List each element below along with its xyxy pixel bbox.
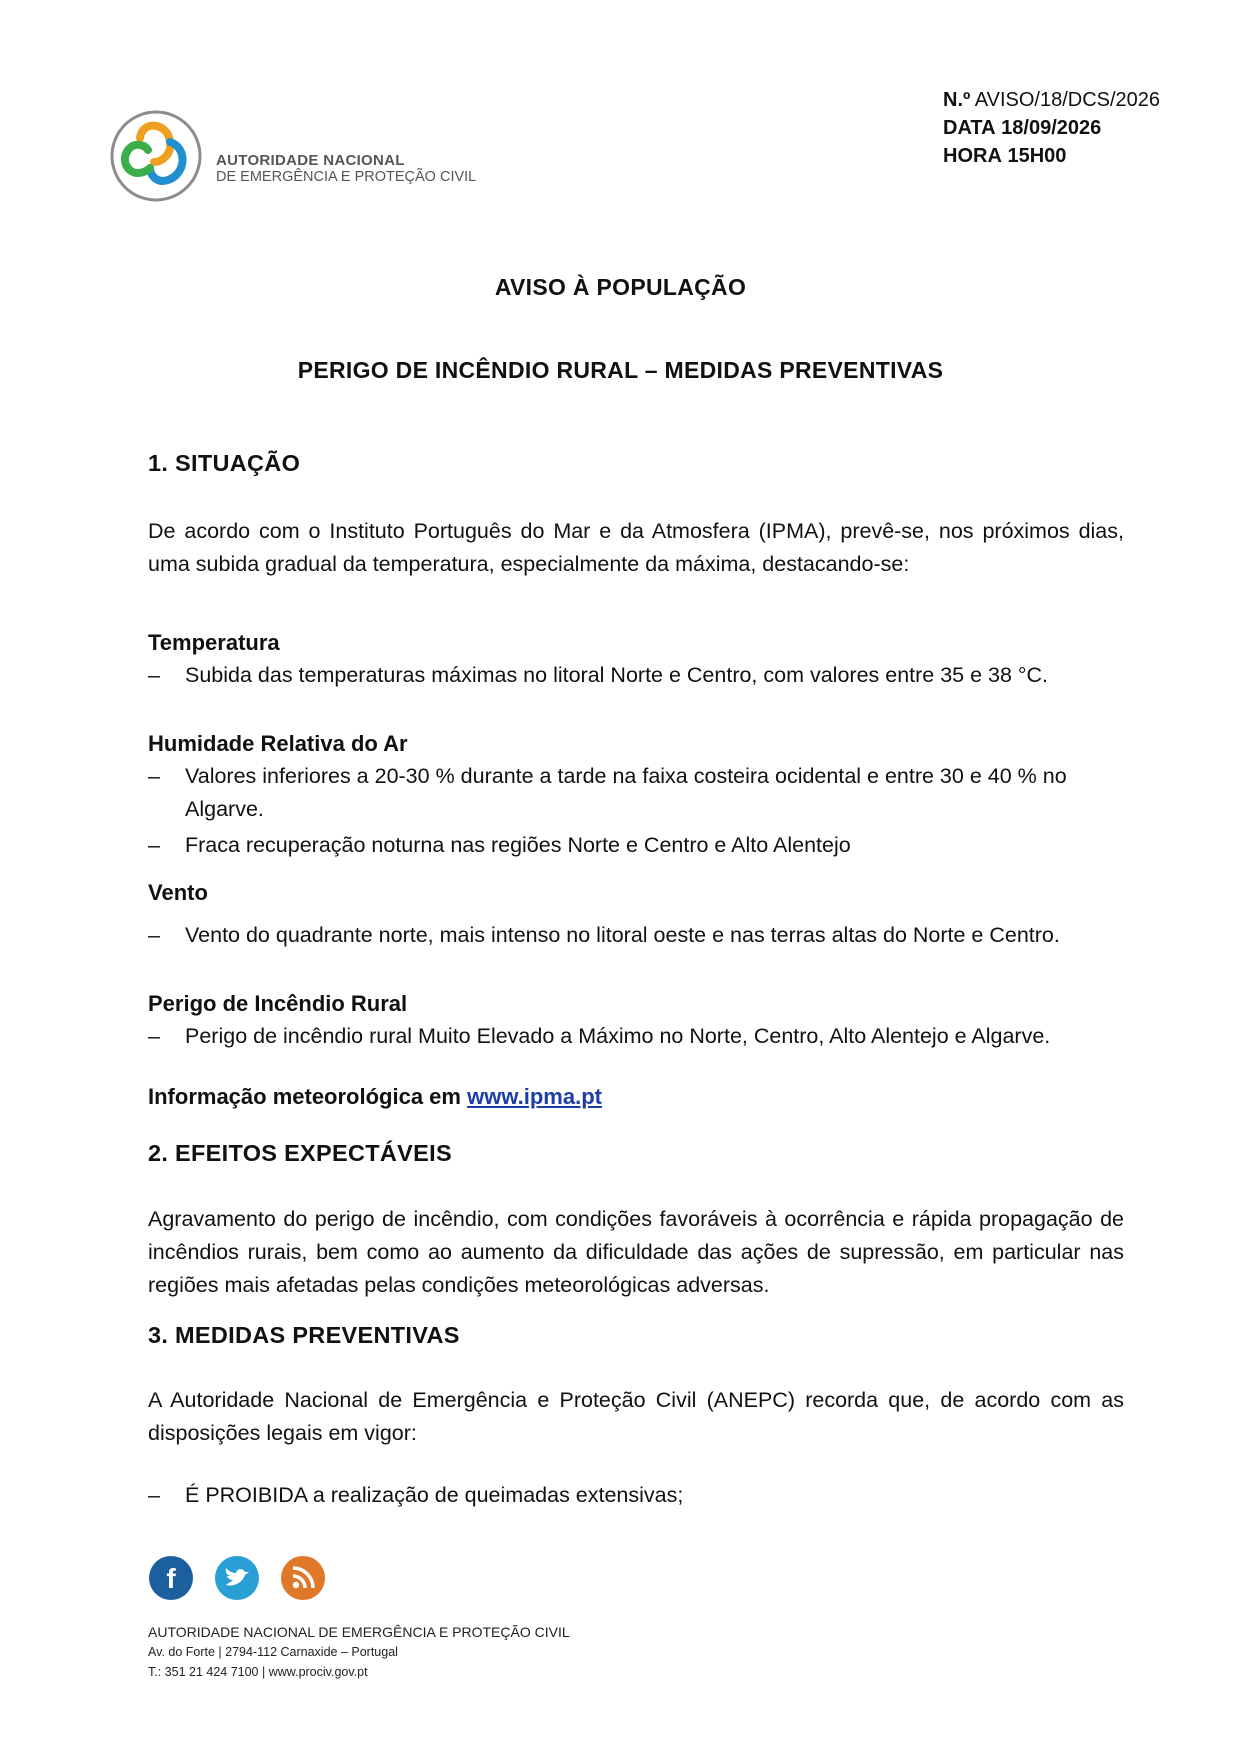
document-title: AVISO À POPULAÇÃO: [494, 274, 747, 300]
document-subtitle: PERIGO DE INCÊNDIO RURAL – MEDIDAS PREVENTIVAS: [297, 357, 944, 383]
humidity-item-2: – Fraca recuperação noturna nas regiões Norte e Centro e Alto Alentejo: [148, 833, 851, 857]
page-footer: [148, 1622, 570, 1682]
org-name-line1: AUTORIDADE NACIONAL: [216, 152, 405, 169]
organization-name: [216, 152, 476, 186]
notice-reference: [943, 86, 1160, 170]
twitter-icon[interactable]: [214, 1555, 260, 1601]
rss-icon[interactable]: [280, 1555, 326, 1601]
footer-contacts: T.: 351 21 424 7100 | www.prociv.gov.pt: [148, 1665, 368, 1679]
facebook-icon[interactable]: [148, 1555, 194, 1601]
anepc-logo-icon: [110, 110, 202, 202]
ipma-link[interactable]: www.ipma.pt: [467, 1084, 602, 1109]
notice-time: HORA 15H00: [943, 145, 1067, 167]
org-name-line2: DE EMERGÊNCIA E PROTEÇÃO CIVIL: [216, 169, 477, 185]
section-2-heading: 2. EFEITOS EXPECTÁVEIS: [148, 1140, 452, 1166]
section-1-intro: De acordo com o Instituto Português do Mar e da Atmosfera (IPMA), prevê-se, nos próximos dias, uma subida gradual da temperatura, especialmente da máxima, destacando-se:: [148, 519, 1124, 576]
svg-text:f: f: [166, 1563, 176, 1594]
fire-danger-heading: Perigo de Incêndio Rural: [148, 991, 408, 1016]
notice-number: N.º AVISO/18/DCS/2026: [943, 89, 1161, 111]
meteo-info: Informação meteorológica em www.ipma.pt: [148, 1084, 602, 1109]
footer-address: Av. do Forte | 2794-112 Carnaxide – Portugal: [148, 1645, 398, 1659]
humidity-heading: Humidade Relativa do Ar: [148, 731, 408, 756]
fire-danger-item: – Perigo de incêndio rural Muito Elevado a Máximo no Norte, Centro, Alto Alentejo e Algarve.: [148, 1024, 1051, 1048]
temperature-item: – Subida das temperaturas máximas no litoral Norte e Centro, com valores entre 35 e 38 °C.: [148, 663, 1049, 687]
section-2-text: Agravamento do perigo de incêndio, com condições favoráveis à ocorrência e rápida propagação de incêndios rurais, bem como ao aumento da dificuldade das ações de supressão, em particular nas regiões mais afetadas pelas condições meteorológicas adversas.: [148, 1207, 1124, 1297]
notice-date: DATA 18/09/2026: [943, 117, 1102, 139]
wind-heading: Vento: [148, 880, 208, 905]
humidity-item-1: – Valores inferiores a 20-30 % durante a tarde na faixa costeira ocidental e entre 30 e 40 % no Algarve.: [148, 764, 1067, 821]
temperature-heading: Temperatura: [148, 630, 280, 655]
section-3-text: A Autoridade Nacional de Emergência e Proteção Civil (ANEPC) recorda que, de acordo com as disposições legais em vigor:: [148, 1388, 1124, 1445]
section-1-heading: 1. SITUAÇÃO: [148, 450, 301, 476]
footer-org: AUTORIDADE NACIONAL DE EMERGÊNCIA E PROTEÇÃO CIVIL: [148, 1624, 570, 1640]
wind-item: – Vento do quadrante norte, mais intenso no litoral oeste e nas terras altas do Norte e Centro.: [148, 923, 1060, 947]
measure-item-1: – É PROIBIDA a realização de queimadas extensivas;: [148, 1483, 684, 1507]
section-3-heading: 3. MEDIDAS PREVENTIVAS: [148, 1322, 460, 1348]
